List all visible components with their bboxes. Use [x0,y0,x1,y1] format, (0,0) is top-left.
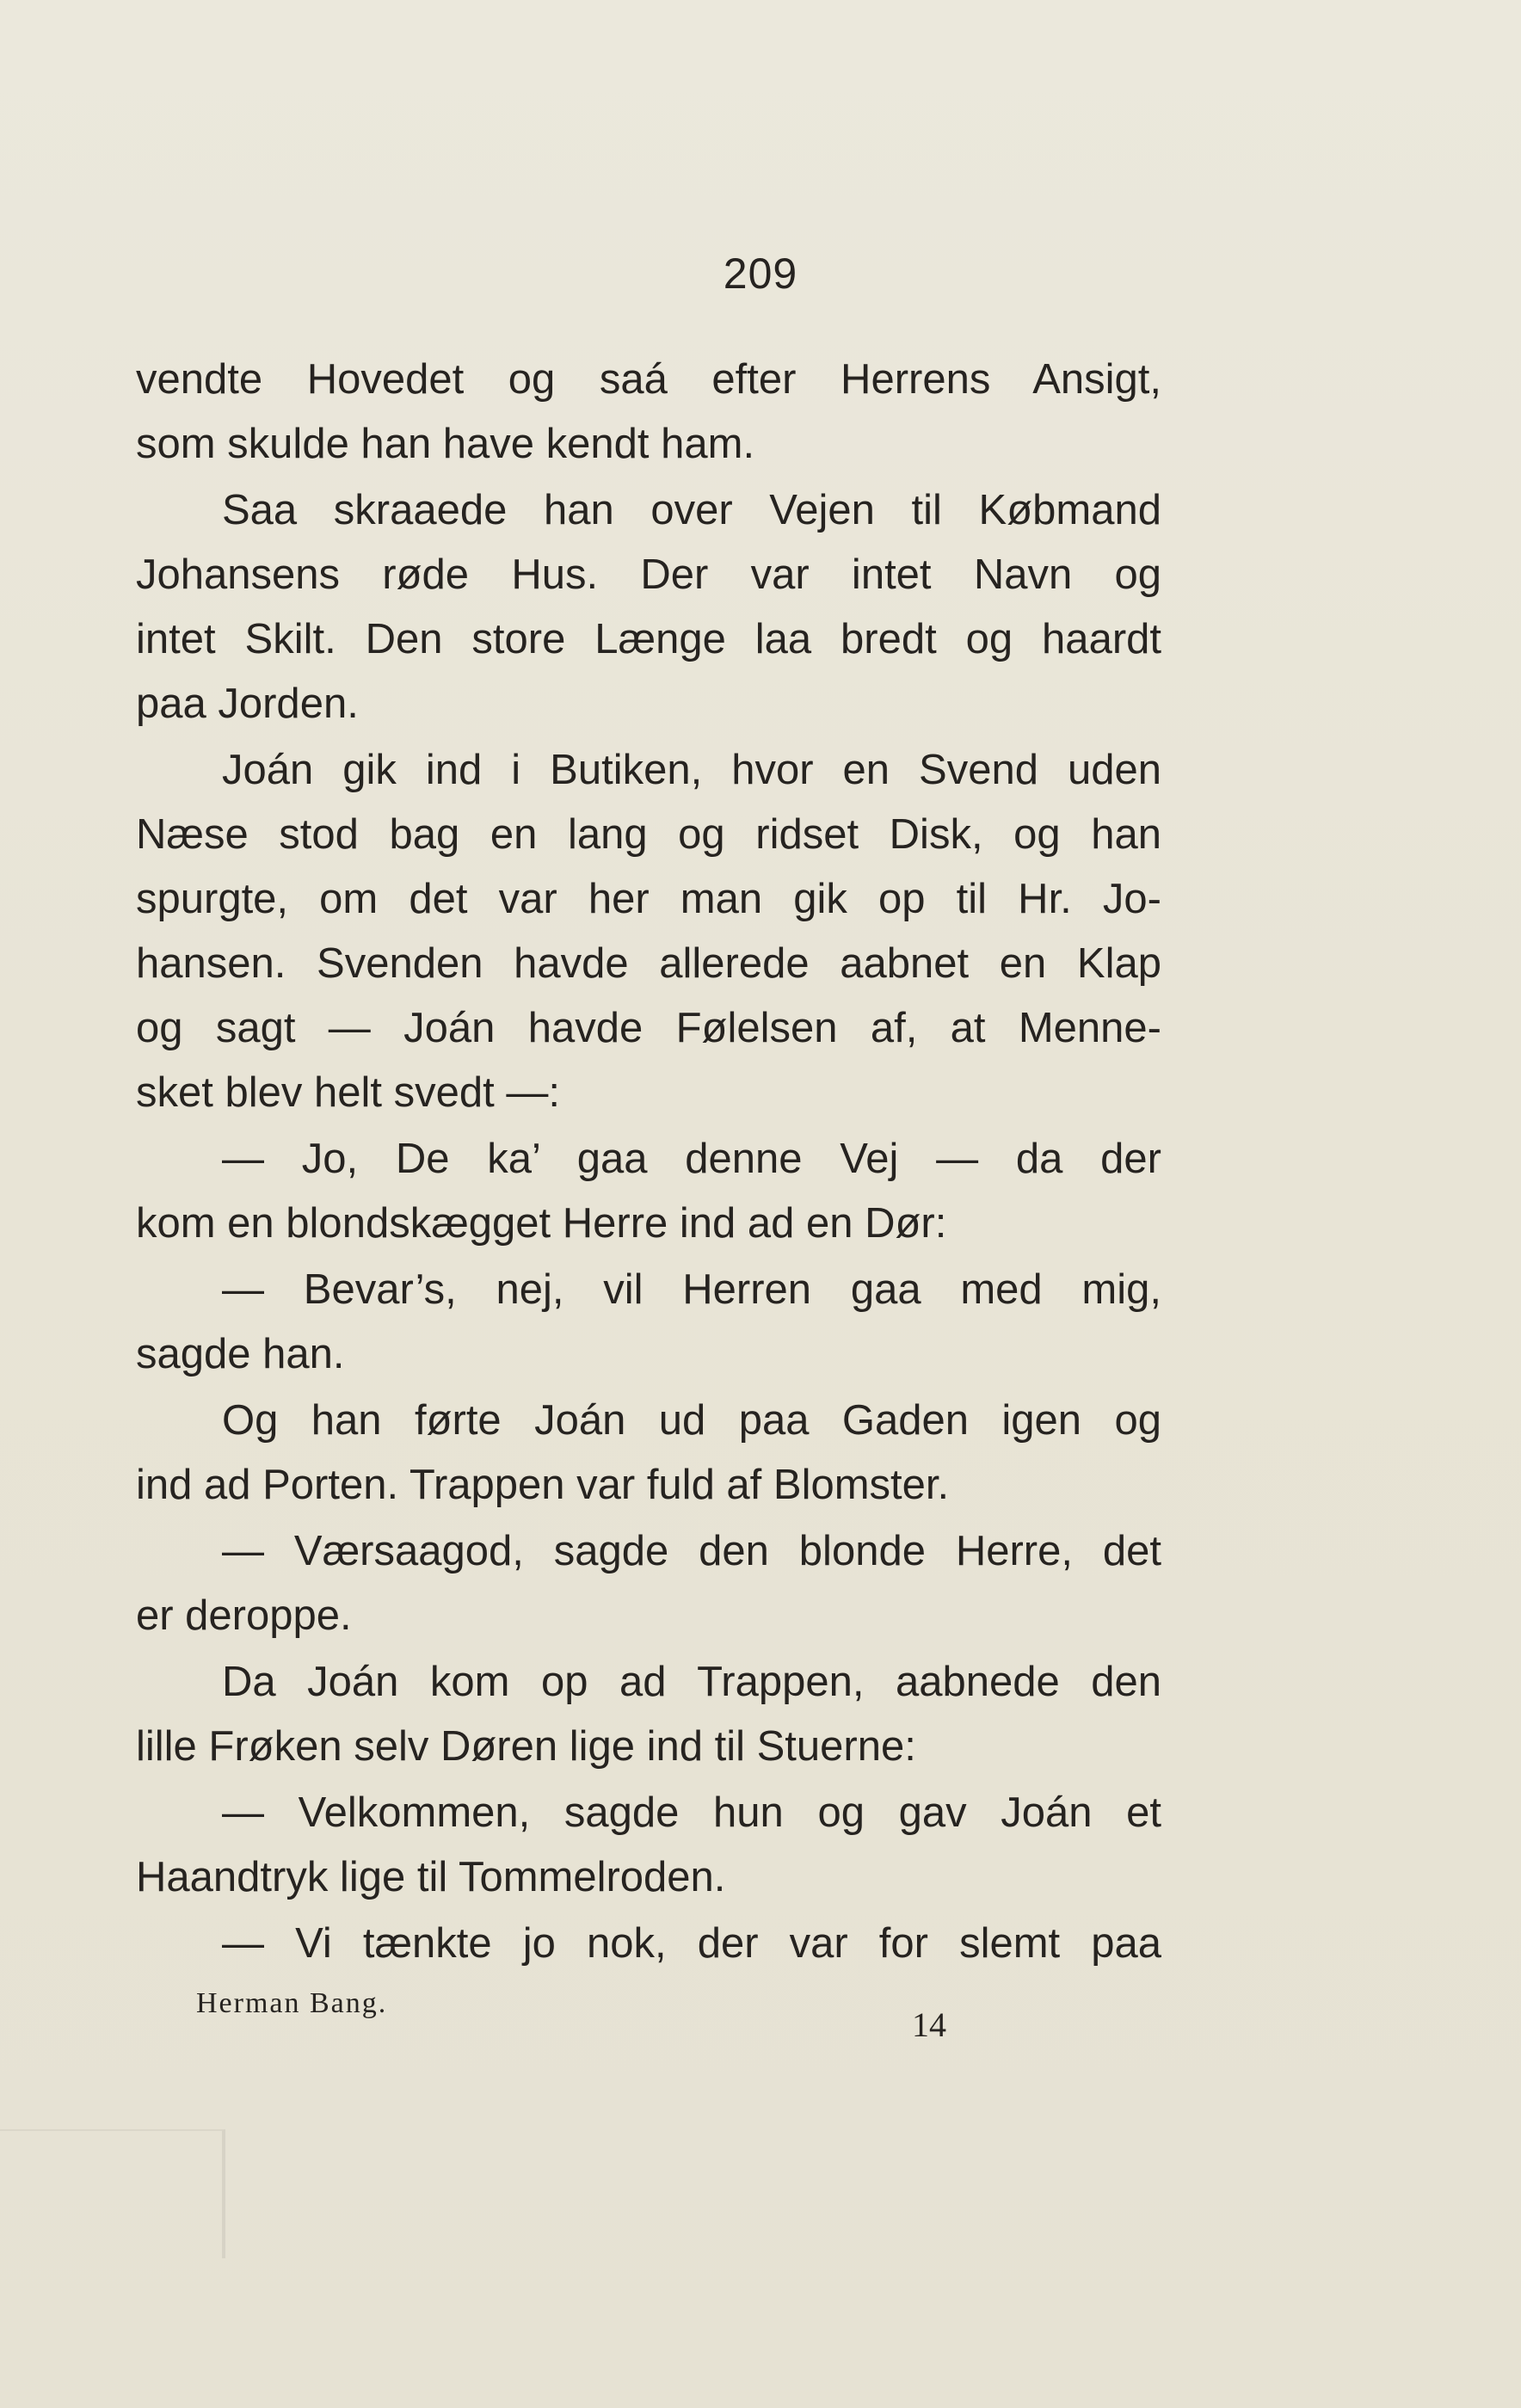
text-line: Haandtryk lige til Tommelroden. [136,1854,726,1900]
body-text [136,348,1161,1976]
text-line: paa Jorden. [136,681,359,727]
text-line: som skulde han have kendt ham. [136,421,755,467]
text-line: sagde han. [136,1331,345,1377]
text-line: — Værsaagod, sagde den blonde Herre, det [222,1528,1161,1574]
page-number: 209 [723,249,798,298]
text-line: lille Frøken selv Døren lige ind til Stuerne: [136,1723,916,1770]
text-line: sket blev helt svedt —: [136,1069,560,1116]
text-line: ind ad Porten. Trappen var fuld af Blomster. [136,1462,950,1508]
text-line: Næse stod bag en lang og ridset Disk, og han [136,811,1161,858]
footer-signature: Herman Bang. [196,1987,388,2019]
text-line: og sagt — Joán havde Følelsen af, at Menne- [136,1005,1161,1051]
text-line: — Jo, De ka’ gaa denne Vej — da der [222,1136,1161,1182]
text-line: Joán gik ind i Butiken, hvor en Svend uden [222,747,1161,793]
text-line: Da Joán kom op ad Trappen, aabnede den [222,1659,1161,1705]
text-line: kom en blondskægget Herre ind ad en Dør: [136,1200,947,1247]
text-line: intet Skilt. Den store Længe laa bredt og haardt [136,616,1161,662]
text-line: — Velkommen, sagde hun og gav Joán et [222,1789,1161,1836]
sheet-number: 14 [912,2005,946,2044]
text-line: Og han førte Joán ud paa Gaden igen og [222,1397,1161,1444]
text-line: — Vi tænkte jo nok, der var for slemt paa [222,1920,1161,1967]
text-line: hansen. Svenden havde allerede aabnet en Klap [136,940,1161,987]
text-line: Johansens røde Hus. Der var intet Navn og [136,551,1161,598]
text-line: — Bevar’s, nej, vil Herren gaa med mig, [222,1266,1161,1313]
text-line: Saa skraaede han over Vejen til Købmand [222,487,1161,533]
scan-edge-mark [0,2129,225,2258]
text-line: er deroppe. [136,1592,352,1639]
text-line: vendte Hovedet og saá efter Herrens Ansigt, [136,356,1161,403]
text-line: spurgte, om det var her man gik op til Hr. Jo- [136,876,1161,922]
